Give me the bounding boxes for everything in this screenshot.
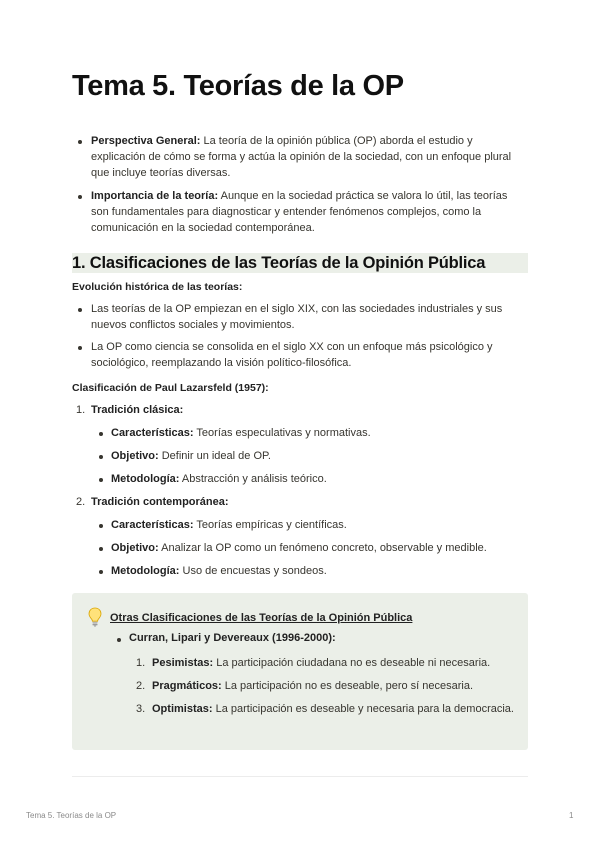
callout-box bbox=[72, 593, 528, 750]
item-term: Objetivo: bbox=[111, 450, 159, 462]
list-item bbox=[72, 133, 528, 181]
item-term: Importancia de la teoría: bbox=[91, 190, 219, 202]
item-text: Definir un ideal de OP. bbox=[158, 450, 271, 462]
page-title: Tema 5. Teorías de la OP bbox=[72, 70, 404, 102]
list-item bbox=[72, 563, 567, 579]
item-text: La participación ciudadana no es deseable ni necesaria. bbox=[213, 657, 491, 669]
item-text: La participación es deseable y necesaria para la democracia. bbox=[212, 703, 514, 715]
item-term: Pesimistas: bbox=[152, 657, 214, 669]
list-item bbox=[72, 517, 567, 533]
item-term: Metodología: bbox=[111, 473, 180, 485]
callout-title: Otras Clasificaciones de las Teorías de la Opinión Pública bbox=[110, 612, 413, 624]
item-text: Analizar la OP como un fenómeno concreto, observable y medible. bbox=[158, 542, 487, 554]
tradition-item bbox=[72, 494, 547, 510]
item-number: 3. bbox=[136, 703, 146, 715]
callout-subhead: Curran, Lipari y Devereaux (1996-2000): bbox=[112, 632, 336, 644]
evolution-list bbox=[72, 301, 528, 377]
item-text: Teorías empíricas y científicas. bbox=[193, 519, 347, 531]
list-item: Las teorías de la OP empiezan en el siglo XIX, con las sociedades industriales y sus nuevos conflictos sociales y movimientos. bbox=[72, 301, 528, 333]
item-term: Pragmáticos: bbox=[152, 680, 222, 692]
list-item bbox=[72, 540, 567, 556]
item-number: 1. bbox=[136, 657, 146, 669]
tradition-item bbox=[72, 402, 547, 418]
item-term: Perspectiva General: bbox=[91, 135, 201, 147]
item-number: 1. bbox=[76, 404, 86, 416]
item-term: Optimistas: bbox=[152, 703, 213, 715]
list-item: La OP como ciencia se consolida en el siglo XX con un enfoque más psicológico y sociológico, reemplazando la visión político-filosófica. bbox=[72, 339, 528, 371]
list-item bbox=[72, 188, 528, 236]
item-text: Abstracción y análisis teórico. bbox=[179, 473, 327, 485]
item-text: La teoría de la opinión pública (OP) aborda el estudio y explicación de cómo se forma y actúa la opinión de la sociedad, con un enfoque plural que incluye teorías diversas. bbox=[91, 135, 512, 179]
tradition-name: Tradición clásica: bbox=[91, 404, 184, 416]
item-text: Uso de encuestas y sondeos. bbox=[179, 565, 327, 577]
tradition-name: Tradición contemporánea: bbox=[91, 496, 229, 508]
list-item bbox=[72, 448, 567, 464]
divider bbox=[72, 776, 528, 777]
item-text: Teorías especulativas y normativas. bbox=[193, 427, 371, 439]
page-number: 1 bbox=[569, 811, 574, 820]
item-text: Aunque en la sociedad práctica se valora lo útil, las teorías son fundamentales para diagnosticar y entender fenómenos complejos, como la comunicación en la sociedad contemporánea. bbox=[91, 190, 508, 234]
list-item bbox=[132, 655, 532, 671]
intro-list bbox=[72, 133, 528, 243]
lightbulb-icon bbox=[88, 607, 102, 627]
lazarsfeld-label: Clasificación de Paul Lazarsfeld (1957): bbox=[72, 382, 269, 394]
list-item bbox=[132, 678, 532, 694]
item-number: 2. bbox=[136, 680, 146, 692]
item-term: Objetivo: bbox=[111, 542, 159, 554]
section-heading: 1. Clasificaciones de las Teorías de la Opinión Pública bbox=[72, 253, 528, 273]
evolution-label: Evolución histórica de las teorías: bbox=[72, 281, 243, 293]
item-number: 2. bbox=[76, 496, 86, 508]
item-term: Características: bbox=[111, 519, 194, 531]
item-term: Características: bbox=[111, 427, 194, 439]
footer-title: Tema 5. Teorías de la OP bbox=[26, 811, 117, 820]
list-item bbox=[72, 471, 567, 487]
item-term: Metodología: bbox=[111, 565, 180, 577]
list-item bbox=[132, 701, 532, 717]
item-text: La participación no es deseable, pero sí necesaria. bbox=[221, 680, 474, 692]
list-item bbox=[72, 425, 567, 441]
